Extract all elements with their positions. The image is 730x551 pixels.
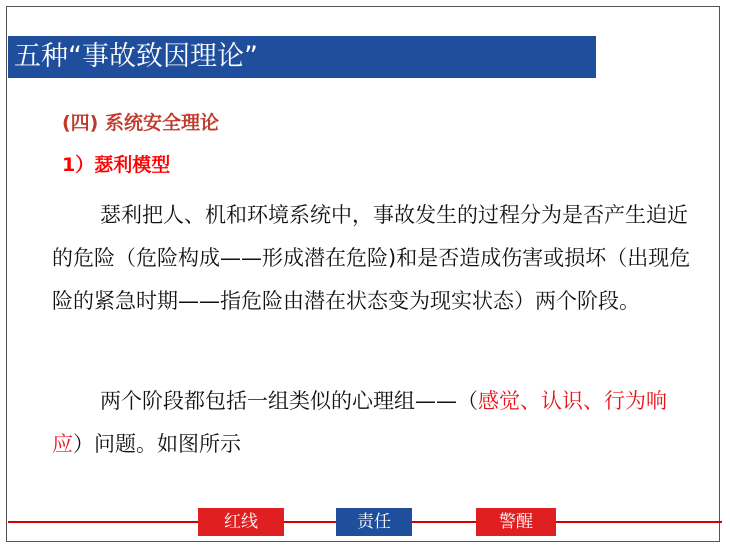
footer-tag-alert: 警醒 <box>476 508 556 536</box>
paragraph-2-after: ）问题。如图所示 <box>73 432 241 456</box>
footer-tag-responsibility: 责任 <box>336 508 412 536</box>
paragraph-1 <box>52 194 692 323</box>
footer-tag-redline: 红线 <box>198 508 284 536</box>
paragraph-2-before: 两个阶段都包括一组类似的心理组——（ <box>100 389 478 413</box>
paragraph-1-text: 瑟利把人、机和环境系统中，事故发生的过程分为是否产生迫近的危险（危险构成——形成潜在危险)和是否造成伤害或损坏（出现危险的紧急时期——指危险由潜在状态变为现实状态）两个阶段。 <box>52 203 691 313</box>
slide-title: 五种“事故致因理论” <box>8 36 596 78</box>
section-heading: (四) 系统安全理论 <box>62 112 219 134</box>
sub-heading: 1）瑟利模型 <box>62 154 171 176</box>
paragraph-2 <box>52 380 692 466</box>
paragraph-2-highlight: 感觉、认识、行为响应 <box>52 389 667 456</box>
